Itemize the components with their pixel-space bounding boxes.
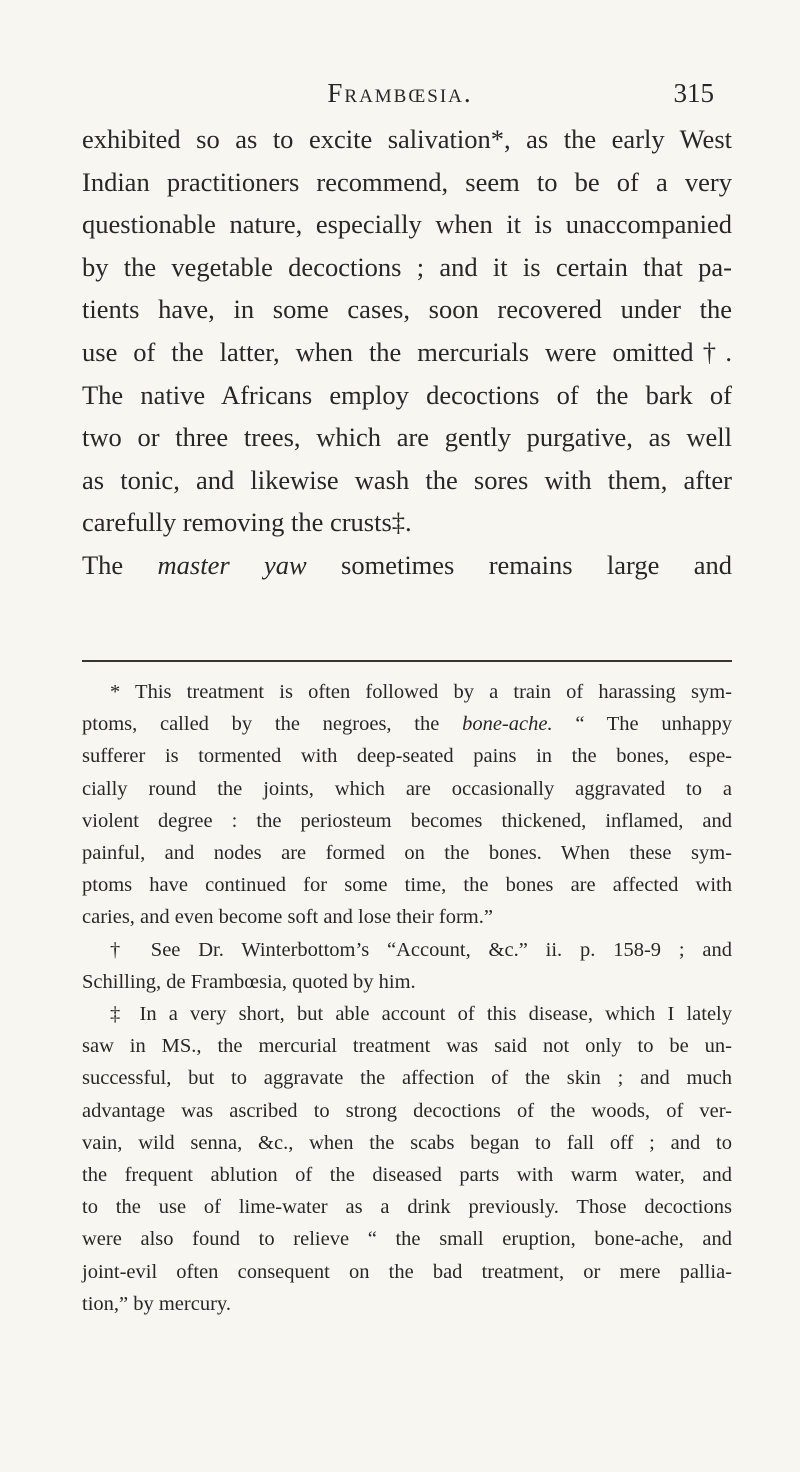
footnote-line: saw in MS., the mercurial treatment was said not only to be un- bbox=[82, 1035, 732, 1058]
footnote-line: caries, and even become soft and lose their form.” bbox=[82, 906, 493, 929]
page-number: 315 bbox=[673, 78, 714, 108]
footnote-line: advantage was ascribed to strong decoctions of the woods, of ver- bbox=[82, 1099, 732, 1122]
text-line: tients have, in some cases, soon recovered under the bbox=[82, 294, 732, 325]
running-title: Frambœsia. bbox=[327, 78, 473, 108]
text-segment: sometimes remains large and bbox=[306, 549, 732, 580]
text-line: two or three trees, which are gently purgative, as well bbox=[82, 422, 732, 453]
footnote-line: cially round the joints, which are occasionally aggravated to a bbox=[82, 777, 732, 800]
footnote-line: Schilling, de Frambœsia, quoted by him. bbox=[82, 970, 416, 993]
footnote-line: † See Dr. Winterbottom’s “Account, &c.” ii. p. 158-9 ; and bbox=[110, 938, 732, 961]
footnote-line: * This treatment is often followed by a train of harassing sym- bbox=[110, 681, 732, 703]
footnote-line: violent degree : the periosteum becomes thickened, inflamed, and bbox=[82, 809, 732, 832]
italic-term: bone-ache. bbox=[462, 713, 553, 736]
footnote-line: successful, but to aggravate the affection of the skin ; and much bbox=[82, 1067, 732, 1090]
footnote-line: joint-evil often consequent on the bad treatment, or mere pallia- bbox=[82, 1260, 732, 1283]
footnote-line: painful, and nodes are formed on the bones. When these sym- bbox=[82, 842, 732, 865]
text-line: exhibited so as to excite salivation*, as the early West bbox=[82, 124, 732, 154]
text-line: use of the latter, when the mercurials were omitted†. bbox=[82, 336, 732, 367]
text-line: as tonic, and likewise wash the sores with them, after bbox=[82, 464, 732, 495]
text-segment: ptoms, called by the negroes, the bbox=[82, 713, 463, 736]
text-segment: The bbox=[82, 549, 158, 580]
footnote-line: sufferer is tormented with deep-seated pains in the bones, espe- bbox=[82, 745, 732, 768]
text-line: by the vegetable decoctions ; and it is certain that pa- bbox=[82, 251, 732, 282]
footnote-line: to the use of lime-water as a drink previously. Those decoctions bbox=[82, 1196, 732, 1219]
footnote-line: ‡ In a very short, but able account of this disease, which I lately bbox=[110, 1003, 732, 1026]
text-line bbox=[82, 544, 732, 587]
footnotes bbox=[82, 676, 732, 1320]
text-line: questionable nature, especially when it is unaccompanied bbox=[82, 209, 732, 240]
footnote-rule bbox=[82, 660, 732, 662]
footnote-line: were also found to relieve “ the small eruption, bone-ache, and bbox=[82, 1228, 732, 1251]
footnote-line: tion,” by mercury. bbox=[82, 1292, 231, 1315]
text-segment: “ The unhappy bbox=[552, 713, 732, 736]
footnote-line: the frequent ablution of the diseased parts with warm water, and bbox=[82, 1164, 732, 1187]
text-line: carefully removing the crusts‡. bbox=[82, 507, 412, 538]
text-line: Indian practitioners recommend, seem to be of a very bbox=[82, 166, 732, 197]
text-line: The native Africans employ decoctions of the bark of bbox=[82, 379, 732, 410]
italic-term: master yaw bbox=[157, 549, 307, 580]
footnote-line: vain, wild senna, &c., when the scabs began to fall off ; and to bbox=[82, 1131, 732, 1154]
footnote-line bbox=[82, 708, 732, 740]
footnote-line: ptoms have continued for some time, the bones are affected with bbox=[82, 874, 732, 897]
running-head bbox=[0, 78, 800, 108]
main-text bbox=[82, 118, 732, 587]
